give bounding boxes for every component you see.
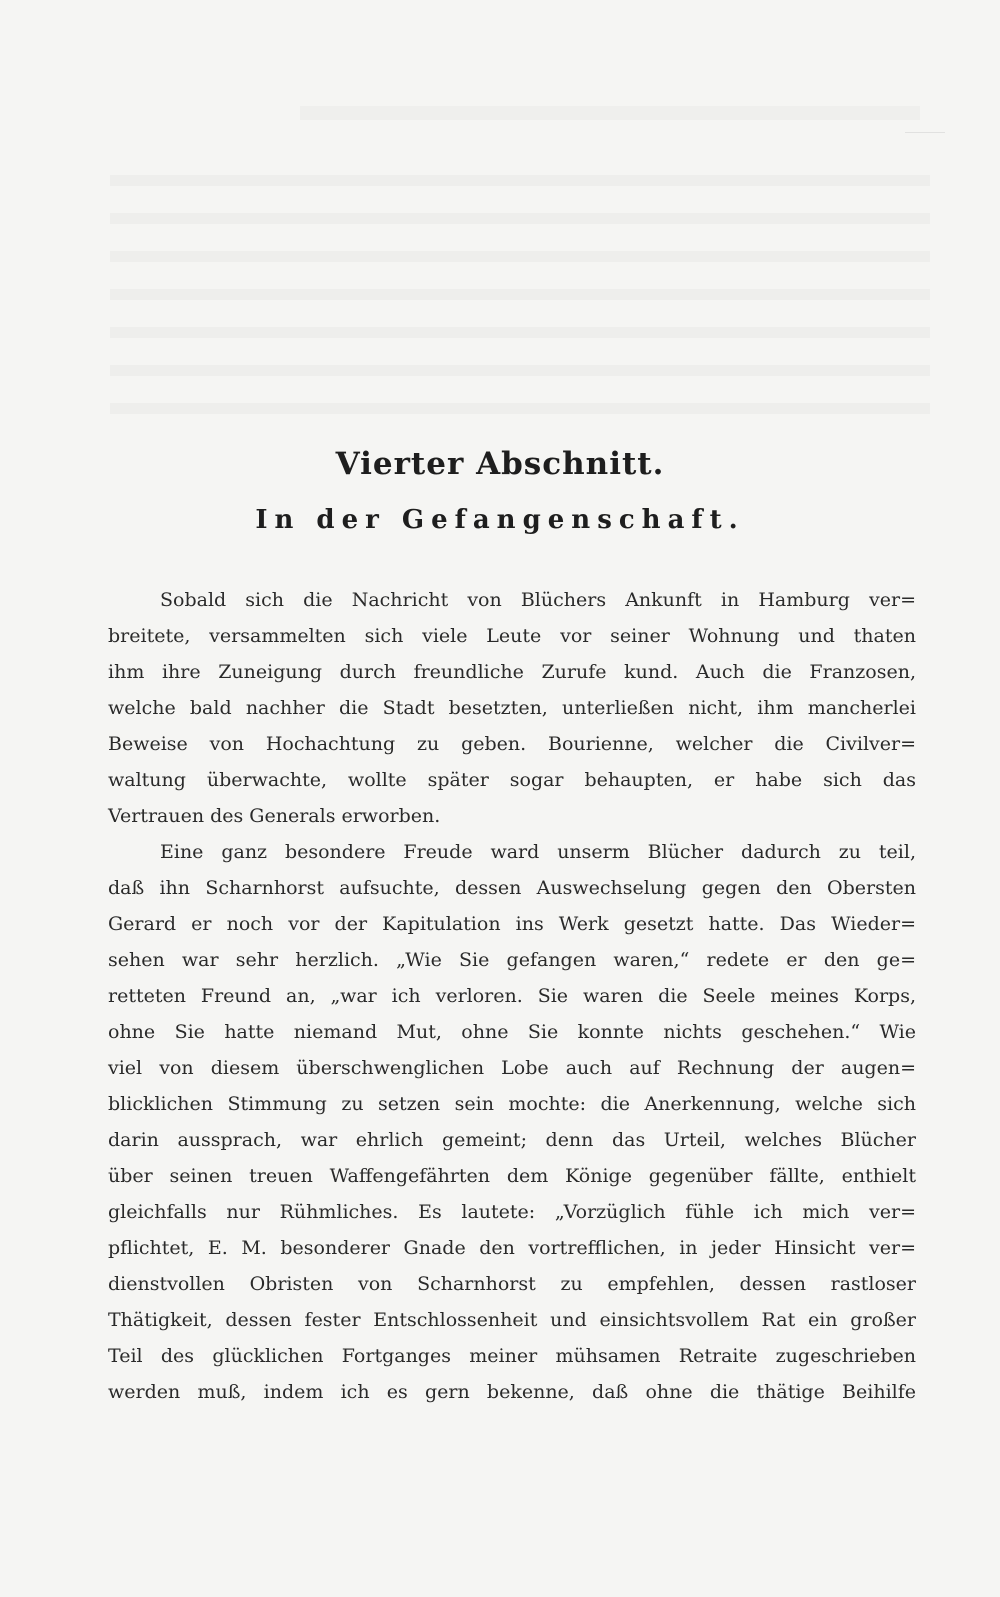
text-line-23: werden muß, indem ich es gern bekenne, daß ohne die thätige Beihilfe — [108, 1381, 916, 1403]
text-line-14: viel von diesem überschwenglichen Lobe auch auf Rechnung der augen= — [108, 1057, 916, 1079]
text-line-10: Gerard er noch vor der Kapitulation ins Werk gesetzt hatte. Das Wieder= — [108, 913, 916, 935]
text-line-4: welche bald nachher die Stadt besetzten, unterließen nicht, ihm mancherlei — [108, 697, 916, 719]
text-line-18: gleichfalls nur Rühmliches. Es lautete: „Vorzüglich fühle ich mich ver= — [108, 1201, 916, 1223]
text-line-1: Sobald sich die Nachricht von Blüchers Ankunft in Hamburg ver= — [160, 589, 916, 611]
text-line-6: waltung überwachte, wollte später sogar behaupten, er habe sich das — [108, 769, 916, 791]
text-line-3: ihm ihre Zuneigung durch freundliche Zurufe kund. Auch die Franzosen, — [108, 661, 916, 683]
text-line-17: über seinen treuen Waffengefährten dem Könige gegenüber fällte, enthielt — [108, 1165, 916, 1187]
text-line-7: Vertrauen des Generals erworben. — [108, 805, 441, 827]
text-line-16: darin aussprach, war ehrlich gemeint; denn das Urteil, welches Blücher — [108, 1129, 916, 1151]
chapter-title: Vierter Abschnitt. — [335, 446, 665, 482]
text-line-19: pflichtet, E. M. besonderer Gnade den vortrefflichen, in jeder Hinsicht ver= — [108, 1237, 916, 1259]
bleed-through-text — [110, 148, 930, 438]
text-line-12: retteten Freund an, „war ich verloren. Sie waren die Seele meines Korps, — [108, 985, 916, 1007]
chapter-subtitle: In der Gefangenschaft. — [255, 505, 745, 535]
text-line-9: daß ihn Scharnhorst aufsuchte, dessen Auswechselung gegen den Obersten — [108, 877, 916, 899]
text-line-2: breitete, versammelten sich viele Leute vor seiner Wohnung und thaten — [108, 625, 916, 647]
text-line-20: dienstvollen Obristen von Scharnhorst zu empfehlen, dessen rastloser — [108, 1273, 916, 1295]
text-line-22: Teil des glücklichen Fortganges meiner mühsamen Retraite zugeschrieben — [108, 1345, 916, 1367]
bleed-through-header — [300, 106, 920, 120]
bleed-through-mark — [905, 132, 945, 133]
text-line-13: ohne Sie hatte niemand Mut, ohne Sie konnte nichts geschehen.“ Wie — [108, 1021, 916, 1043]
text-line-8: Eine ganz besondere Freude ward unserm Blücher dadurch zu teil, — [160, 841, 916, 863]
text-line-21: Thätigkeit, dessen fester Entschlossenheit und einsichtsvollem Rat ein großer — [108, 1309, 916, 1331]
text-line-5: Beweise von Hochachtung zu geben. Bourienne, welcher die Civilver= — [108, 733, 916, 755]
text-line-11: sehen war sehr herzlich. „Wie Sie gefangen waren,“ redete er den ge= — [108, 949, 916, 971]
text-line-15: blicklichen Stimmung zu setzen sein mochte: die Anerkennung, welche sich — [108, 1093, 916, 1115]
